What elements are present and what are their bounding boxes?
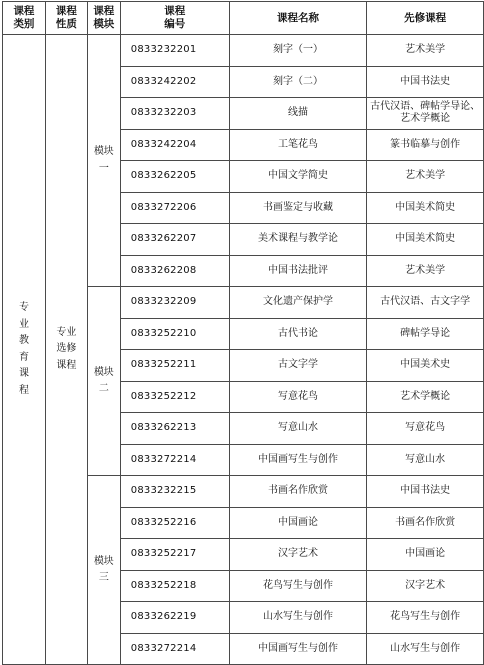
course-name-cell: 中国画写生与创作 [229,633,367,665]
prereq-cell: 中国书法史 [367,66,484,98]
course-name-cell: 刻字（二） [229,66,367,98]
course-code-cell: 0833232209 [120,287,229,319]
course-name-cell: 工笔花鸟 [229,129,367,161]
prereq-cell: 中国画论 [367,539,484,571]
course-code-cell: 0833262213 [120,413,229,445]
prereq-cell: 写意花鸟 [367,413,484,445]
course-name-cell: 汉字艺术 [229,539,367,571]
course-code-cell: 0833232201 [120,35,229,67]
header-code: 课程 编号 [120,2,229,35]
prereq-cell: 山水写生与创作 [367,633,484,665]
course-code-cell: 0833262205 [120,161,229,193]
course-code-cell: 0833262219 [120,602,229,634]
course-code-cell: 0833252211 [120,350,229,382]
prereq-cell: 中国美术史 [367,350,484,382]
course-table [2,1,484,665]
prereq-cell: 碑帖学导论 [367,318,484,350]
course-name-cell: 美术课程与教学论 [229,224,367,256]
table-row [3,35,484,67]
course-code-cell: 0833272214 [120,633,229,665]
course-code-cell: 0833252217 [120,539,229,571]
course-name-cell: 山水写生与创作 [229,602,367,634]
course-code-cell: 0833262208 [120,255,229,287]
module-cell: 模块二 [87,287,120,476]
course-code-cell: 0833262207 [120,224,229,256]
course-name-cell: 写意山水 [229,413,367,445]
course-code-cell: 0833232203 [120,98,229,130]
course-code-cell: 0833232215 [120,476,229,508]
header-module: 课程 模块 [87,2,120,35]
course-code-cell: 0833242202 [120,66,229,98]
course-name-cell: 书画名作欣赏 [229,476,367,508]
course-name-cell: 古代书论 [229,318,367,350]
prereq-cell: 汉字艺术 [367,570,484,602]
module-cell: 模块一 [87,35,120,287]
prereq-cell: 艺术美学 [367,161,484,193]
prereq-cell: 写意山水 [367,444,484,476]
header-category: 课程 类别 [3,2,46,35]
header-name: 课程名称 [229,2,367,35]
course-name-cell: 中国文学简史 [229,161,367,193]
course-name-cell: 中国书法批评 [229,255,367,287]
header-nature: 课程 性质 [45,2,87,35]
prereq-cell: 艺术学概论 [367,381,484,413]
prereq-cell: 中国书法史 [367,476,484,508]
header-row [3,2,484,35]
prereq-cell: 中国美术简史 [367,192,484,224]
course-name-cell: 线描 [229,98,367,130]
course-code-cell: 0833252216 [120,507,229,539]
course-code-cell: 0833252218 [120,570,229,602]
course-name-cell: 书画鉴定与收藏 [229,192,367,224]
course-name-cell: 文化遗产保护学 [229,287,367,319]
module-cell: 模块三 [87,476,120,665]
course-category-cell: 专业教育课程 [3,35,46,665]
course-name-cell: 刻字（一） [229,35,367,67]
course-code-cell: 0833272206 [120,192,229,224]
course-name-cell: 中国画写生与创作 [229,444,367,476]
course-name-cell: 花鸟写生与创作 [229,570,367,602]
course-name-cell: 写意花鸟 [229,381,367,413]
course-name-cell: 古文字学 [229,350,367,382]
course-nature-cell: 专业选修课程 [45,35,87,665]
course-code-cell: 0833272214 [120,444,229,476]
course-code-cell: 0833252212 [120,381,229,413]
prereq-cell: 花鸟写生与创作 [367,602,484,634]
prereq-cell: 篆书临摹与创作 [367,129,484,161]
prereq-cell: 艺术美学 [367,255,484,287]
prereq-cell: 艺术美学 [367,35,484,67]
course-code-cell: 0833242204 [120,129,229,161]
prereq-cell: 古代汉语、古文字学 [367,287,484,319]
course-code-cell: 0833252210 [120,318,229,350]
course-name-cell: 中国画论 [229,507,367,539]
prereq-cell: 书画名作欣赏 [367,507,484,539]
header-prereq: 先修课程 [367,2,484,35]
prereq-cell: 中国美术简史 [367,224,484,256]
prereq-cell: 古代汉语、碑帖学导论、艺术学概论 [367,98,484,130]
